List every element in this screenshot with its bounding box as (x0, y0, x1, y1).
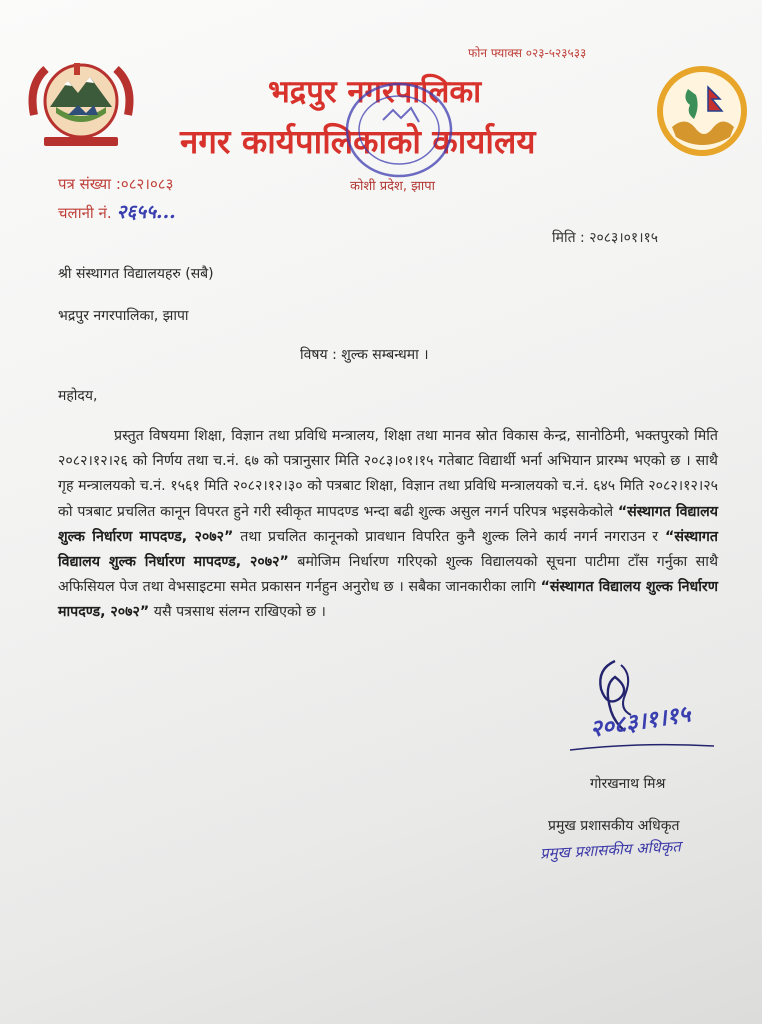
dispatch-number-value: २६५५... (116, 201, 176, 223)
nepal-emblem-icon (20, 55, 142, 157)
body-bold-standard-1: “संस्थागत विद्यालय शुल्क निर्धारण मापदण्ड, २०७२” (58, 503, 718, 545)
body-text-4: यसै पत्रसाथ संलग्न राखिएको छ । (149, 604, 326, 621)
letter-number: पत्र संख्या :०८२।०८३ (58, 175, 174, 193)
body-bold-standard-3: “संस्थागत विद्यालय शुल्क निर्धारण मापदण्ड, २०७२” (58, 579, 718, 621)
subject-line: विषय : शुल्क सम्बन्धमा । (300, 347, 429, 363)
letterhead-address: कोशी प्रदेश, झापा (350, 179, 436, 194)
letterhead-title-office: नगर कार्यपालिकाको कार्यालय (180, 122, 536, 161)
body-text-2: तथा प्रचलित कानूनको प्रावधान विपरित कुनै शुल्क लिने कार्य नगर्न नगराउन र (233, 528, 666, 545)
body-text-3: बमोजिम निर्धारण गरिएको शुल्क विद्यालयको सूचना पाटीमा टाँस गर्नुका साथै अफिसियल पेज तथा वेभसाइटमा समेत प्रकासन गर्नहुन अनुरोध छ । सबैका जानकारीका लागि (58, 554, 719, 596)
recipient-line2: भद्रपुर नगरपालिका, झापा (58, 308, 189, 324)
dispatch-number (58, 198, 176, 224)
office-seal-stamp (335, 76, 465, 190)
body-bold-standard-2: “संस्थागत विद्यालय शुल्क निर्धारण मापदण्ड, २०७२” (58, 528, 718, 571)
municipality-logo-icon (652, 65, 752, 161)
phone-fax: फोन फ्याक्स ०२३-५२३५३३ (468, 46, 587, 60)
recipient-line1: श्री संस्थागत विद्यालयहरु (सबै) (58, 266, 214, 282)
salutation: महोदय, (58, 388, 98, 404)
signatory-designation: प्रमुख प्रशासकीय अधिकृत (548, 818, 680, 834)
designation-stamp: प्रमुख प्रशासकीय अधिकृत (539, 837, 682, 863)
dispatch-number-label: चलानी नं. (58, 204, 112, 222)
signature-underline (568, 740, 718, 754)
signatory-name: गोरखनाथ मिश्र (590, 776, 666, 792)
letterhead-title-municipality: भद्रपुर नगरपालिका (268, 74, 482, 110)
body-text-1: प्रस्तुत विषयमा शिक्षा, विज्ञान तथा प्रविधि मन्त्रालय, शिक्षा तथा मानव स्रोत विकास केन्द्र, सानोठिमी, भक्तपुरको मिति २०८२।१२।२६ को निर्णय तथा च.नं. ६७ को पत्रानुसार मिति २०८३।०१।१५ गतेबाट विद्यार्थी भर्ना अभियान प्रारम्भ भएको छ । साथै गृह मन्त्रालयको च.नं. १५६१ मिति २०८२।१२।३० को पत्रबाट शिक्षा, विज्ञान तथा प्रविधि मन्त्रालयको च.नं. ६४५ मिति २०८२।१२।२५ को पत्रबाट प्रचलित कानून विपरत हुने गरी स्वीकृत मापदण्ड भन्दा बढी शुल्क असुल नगर्न परिपत्र भइसकेकोले (58, 428, 718, 520)
letter-date: मिति : २०८३।०१।१५ (552, 230, 659, 246)
signature-date: २०८३।१।१५ (588, 700, 693, 743)
body-paragraph (58, 424, 718, 626)
